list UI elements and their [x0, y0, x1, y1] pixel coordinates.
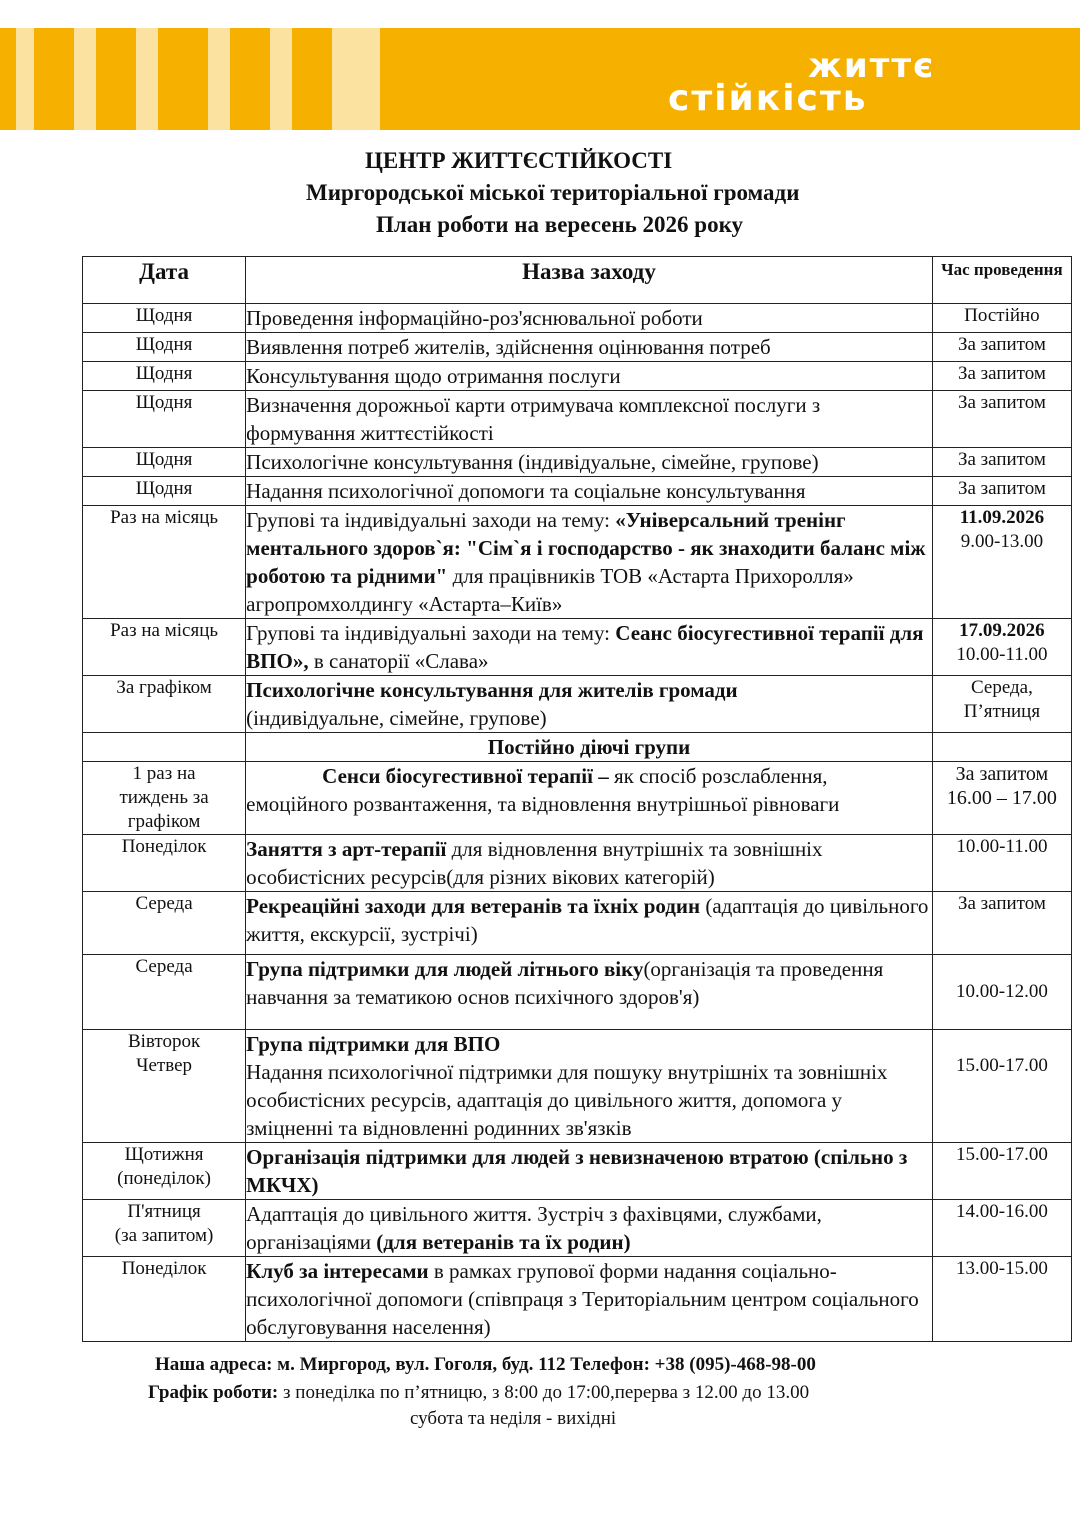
table-row: [83, 1257, 1072, 1342]
row-time: За запитом: [932, 333, 1071, 362]
table-row: [83, 1143, 1072, 1200]
date-line: (понеділок): [117, 1168, 211, 1189]
row-name-bold: (для ветеранів та їх родин): [376, 1230, 631, 1254]
date-line: (за запитом): [114, 1225, 214, 1246]
row-name-bold: Сенси біосугестивної терапії –: [322, 764, 609, 788]
row-name-bold: Клуб за інтересами: [246, 1259, 429, 1283]
banner-gap: [16, 28, 34, 130]
row-name-bold: Рекреаційні заходи для ветеранів та їхніх родин: [246, 894, 701, 918]
row-date: Щодня: [83, 304, 246, 333]
banner-stripe: [96, 28, 136, 130]
table-row: [83, 333, 1072, 362]
date-line: тиждень за: [119, 787, 209, 808]
row-date: Щодня: [83, 362, 246, 391]
schedule-table: [82, 256, 1072, 1342]
section-title: Постійно діючі групи: [246, 733, 933, 762]
banner-gap: [208, 28, 230, 130]
row-name-bold: Група підтримки для людей літнього віку: [246, 957, 644, 981]
time-line: П’ятниця: [963, 701, 1041, 722]
row-time: [932, 676, 1071, 733]
table-row: [83, 506, 1072, 619]
banner-gap: [136, 28, 158, 130]
row-time: 10.00-11.00: [932, 835, 1071, 892]
row-name: Консультування щодо отримання послуги: [246, 362, 933, 391]
row-date: Щодня: [83, 391, 246, 448]
row-name: Психологічне консультування (індивідуальне, сімейне, групове): [246, 448, 933, 477]
table-row: [83, 1030, 1072, 1143]
row-name: [246, 762, 933, 835]
row-date: Середа: [83, 892, 246, 955]
row-name: [246, 892, 933, 955]
table-row: [83, 391, 1072, 448]
row-time: [932, 619, 1071, 676]
row-name: Надання психологічної допомоги та соціальне консультування: [246, 477, 933, 506]
row-name-bold: Заняття з арт-терапії: [246, 837, 447, 861]
row-date: Щодня: [83, 333, 246, 362]
row-time: 10.00-12.00: [932, 955, 1071, 1030]
date-line: Четвер: [136, 1055, 193, 1076]
table-row: [83, 362, 1072, 391]
date-line: Щотижня: [124, 1144, 204, 1165]
row-time: За запитом: [932, 477, 1071, 506]
table-row: [83, 955, 1072, 1030]
time-line: За запитом: [955, 763, 1049, 785]
table-row: [83, 835, 1072, 892]
logo-line2: стійкість: [668, 78, 868, 119]
footer-schedule: [148, 1382, 809, 1404]
row-name-text: в санаторії «Слава»: [308, 649, 489, 673]
row-name-bold: Група підтримки для ВПО: [246, 1032, 501, 1056]
row-date: Раз на місяць: [83, 506, 246, 619]
banner-stripe: [158, 28, 208, 130]
row-date: [83, 1143, 246, 1200]
header-name: Назва заходу: [246, 257, 933, 304]
row-time: За запитом: [932, 448, 1071, 477]
date-line: 1 раз на: [132, 763, 196, 784]
row-name: [246, 1143, 933, 1200]
date-line: П'ятниця: [127, 1201, 201, 1222]
row-name: Визначення дорожньої карти отримувача комплексної послуги з формування життєстійкості: [246, 391, 933, 448]
row-name-text: для відновлення внутрішніх та зовнішніх особистісних ресурсів(для різних вікових категорій): [246, 837, 823, 889]
time-line: Середа,: [970, 677, 1033, 698]
table-row: [83, 892, 1072, 955]
row-name: [246, 506, 933, 619]
section-empty-cell: [83, 733, 246, 762]
row-date: Щодня: [83, 448, 246, 477]
header-date: Дата: [83, 257, 246, 304]
banner-gap: [332, 28, 380, 130]
date-line: графіком: [127, 811, 201, 832]
row-name: [246, 1030, 933, 1143]
row-name-text: Групові та індивідуальні заходи на тему:: [246, 621, 616, 645]
table-row: [83, 448, 1072, 477]
row-time: 14.00-16.00: [932, 1200, 1071, 1257]
header-banner: [0, 28, 1080, 130]
banner-stripe: [34, 28, 74, 130]
section-empty-cell: [932, 733, 1071, 762]
table-row: [83, 1200, 1072, 1257]
row-date: Раз на місяць: [83, 619, 246, 676]
row-name: [246, 619, 933, 676]
banner-stripe: [0, 28, 16, 130]
banner-stripe: [292, 28, 332, 130]
row-name-bold: «Універсальний тренінг ментального здоров`я: "Сім`я і господарство - як знаходити баланс між роботою та рідними": [246, 508, 926, 588]
row-name: [246, 955, 933, 1030]
banner-gap: [270, 28, 292, 130]
row-time: 15.00-17.00: [932, 1143, 1071, 1200]
table-row: [83, 676, 1072, 733]
brand-logo: [668, 48, 1028, 118]
row-date: [83, 1030, 246, 1143]
event-hours: 10.00-11.00: [956, 644, 1048, 665]
row-date: [83, 1200, 246, 1257]
row-name: [246, 1200, 933, 1257]
row-name-bold: Сеанс біосугестивної терапії для ВПО»,: [246, 621, 924, 673]
row-time: [932, 506, 1071, 619]
page-title: ЦЕНТР ЖИТТЄСТІЙКОСТІ: [365, 148, 673, 173]
row-date: Середа: [83, 955, 246, 1030]
row-name-text: (організація та проведення навчання за тематикою основ психічного здоров'я): [246, 957, 884, 1009]
table-row: [83, 477, 1072, 506]
row-name-bold: Організація підтримки для людей з невизначеною втратою (спільно з МКЧХ): [246, 1145, 908, 1197]
row-name: Проведення інформаційно-роз'яснювальної роботи: [246, 304, 933, 333]
event-date: 11.09.2026: [959, 507, 1045, 528]
row-name-text: (адаптація до цивільного життя, екскурсії, зустрічі): [246, 894, 929, 946]
row-name-text: для працівників ТОВ «Астарта Прихоролля» агропромхолдингу «Астарта–Київ»: [246, 564, 854, 616]
footer-address: Наша адреса: м. Миргород, вул. Гоголя, буд. 112 Телефон: +38 (095)-468-98-00: [155, 1354, 816, 1375]
row-time: За запитом: [932, 892, 1071, 955]
schedule-label: Графік роботи:: [148, 1382, 279, 1403]
row-name-text: Надання психологічної підтримки для пошуку внутрішніх та зовнішніх особистісних ресурсів, адаптація до цивільного життя, допомога у зміцненні та відновленні родинних зв'язків: [246, 1060, 888, 1140]
row-name-bold: Психологічне консультування для жителів громади: [246, 678, 738, 702]
time-line: 16.00 – 17.00: [946, 787, 1057, 809]
header-time: Час проведення: [932, 257, 1071, 304]
row-name-text: Групові та індивідуальні заходи на тему:: [246, 508, 616, 532]
row-name: [246, 835, 933, 892]
row-name-text: як спосіб розслаблення, емоційного розвантаження, та відновлення внутрішньої рівноваги: [246, 764, 840, 816]
row-date: Понеділок: [83, 1257, 246, 1342]
footer-weekend: субота та неділя - вихідні: [410, 1408, 617, 1429]
row-name: Виявлення потреб жителів, здійснення оцінювання потреб: [246, 333, 933, 362]
row-time: За запитом: [932, 391, 1071, 448]
row-name-text: в рамках групової форми надання соціально-психологічної допомоги (співпраця з Територіальним центром соціального обслуговування населення): [246, 1259, 919, 1339]
banner-gap: [74, 28, 96, 130]
logo-line1: життє: [808, 46, 936, 86]
row-date: Понеділок: [83, 835, 246, 892]
event-date: 17.09.2026: [959, 620, 1045, 641]
row-time: За запитом: [932, 362, 1071, 391]
row-date: За графіком: [83, 676, 246, 733]
row-name: [246, 676, 933, 733]
row-time: [932, 762, 1071, 835]
schedule-text: з понеділка по п’ятницю, з 8:00 до 17:00,перерва з 12.00 до 13.00: [278, 1382, 810, 1403]
table-row: [83, 762, 1072, 835]
page-subtitle: Миргородської міської територіальної громади: [306, 180, 800, 205]
row-name-text: Адаптація до цивільного життя. Зустріч з фахівцями, службами, організаціями: [246, 1202, 822, 1254]
table-row: [83, 619, 1072, 676]
table-header-row: [83, 257, 1072, 304]
banner-stripe: [230, 28, 270, 130]
event-hours: 9.00-13.00: [960, 531, 1044, 552]
row-time: 13.00-15.00: [932, 1257, 1071, 1342]
row-time: 15.00-17.00: [932, 1030, 1071, 1143]
table-row: [83, 304, 1072, 333]
section-row: [83, 733, 1072, 762]
date-line: Вівторок: [127, 1031, 201, 1052]
row-time: Постійно: [932, 304, 1071, 333]
row-name-text: (індивідуальне, сімейне, групове): [246, 706, 547, 730]
row-date: Щодня: [83, 477, 246, 506]
row-date: [83, 762, 246, 835]
plan-title: План роботи на вересень 2026 року: [376, 212, 744, 237]
row-name: [246, 1257, 933, 1342]
